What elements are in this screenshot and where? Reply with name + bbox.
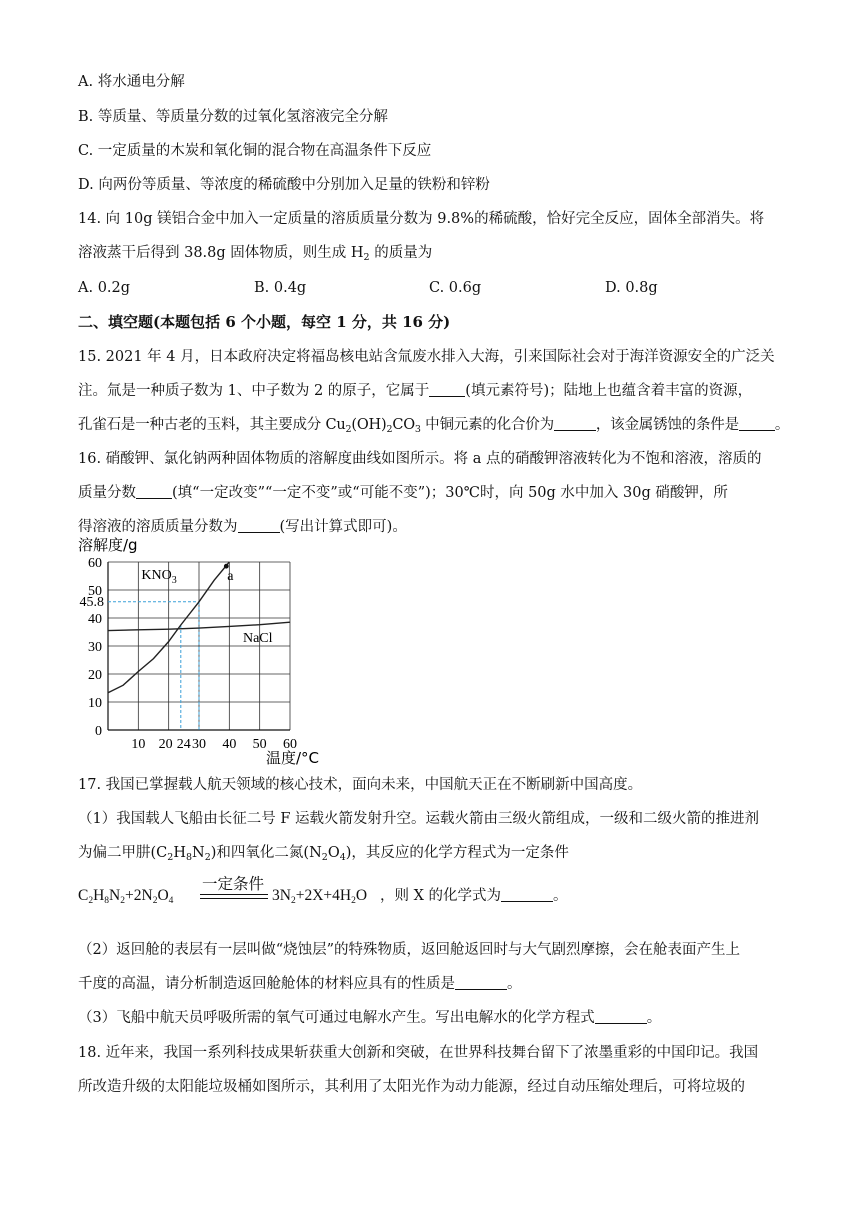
equation-condition: 一定条件 xyxy=(201,875,264,893)
q15-line2: 注。氚是一种质子数为 1、中子数为 2 的原子，它属于 (填元素符号)；陆地上也蕴含着丰富的资源， xyxy=(78,383,753,399)
chemical-equation xyxy=(78,872,798,916)
equation-question: ，则 X 的化学式为 。 xyxy=(380,888,568,904)
q17-part2-line2: 千度的高温，请分析制造返回舱舱体的材料应具有的性质是 。 xyxy=(78,976,522,992)
section-heading: 二、填空题(本题包括 6 个小题，每空 1 分，共 16 分) xyxy=(78,313,451,331)
answer-blank xyxy=(554,416,596,431)
y-axis-label: 溶解度/g xyxy=(78,536,138,554)
q16-line1: 16. 硝酸钾、氯化钠两种固体物质的溶解度曲线如图所示。将 a 点的硝酸钾溶液转化为不饱和溶液，溶质的 xyxy=(78,451,762,467)
y-tick-label: 0 xyxy=(95,724,102,739)
q13-option-c: C. 一定质量的木炭和氧化铜的混合物在高温条件下反应 xyxy=(78,143,432,159)
answer-blank xyxy=(595,1009,647,1024)
q16-line3: 得溶液的溶质质量分数为 (写出计算式即可)。 xyxy=(78,519,407,535)
y-tick-label: 60 xyxy=(88,556,102,571)
equation-reactants: $C_2H_8N_2+2N_2O_4$ xyxy=(78,887,174,906)
y-tick-label: 30 xyxy=(88,640,102,655)
answer-blank xyxy=(238,518,280,533)
equation-equals-sign xyxy=(200,894,268,899)
y-tick-label: 40 xyxy=(88,612,102,627)
q15-line3: 孔雀石是一种古老的玉料，其主要成分 $Cu_2(OH)_2CO_3$ 中铜元素的化合价为 ，该金属锈蚀的条件是 。 xyxy=(78,417,790,435)
q14-option-a: A. 0.2g xyxy=(78,280,131,296)
q17-part1-line2: 为偏二甲肼$(C_2H_8N_2)$和四氧化二氮$(N_2O_4)$，其反应的化学方程式为一定条件 xyxy=(78,845,569,863)
q14-option-c: C. 0.6g xyxy=(429,280,482,296)
q17-part1-line1: （1）我国载人飞船由长征二号 F 运载火箭发射升空。运载火箭由三级火箭组成，一级和二级火箭的推进剂 xyxy=(78,811,760,827)
q18-line1: 18. 近年来，我国一系列科技成果斩获重大创新和突破，在世界科技舞台留下了浓墨重彩的中国印记。我国 xyxy=(78,1045,759,1061)
y-tick-label: 45.8 xyxy=(79,594,104,610)
y-tick-label: 20 xyxy=(88,668,102,683)
q17-part3: （3）飞船中航天员呼吸所需的氧气可通过电解水产生。写出电解水的化学方程式 。 xyxy=(78,1010,662,1026)
q17-part2-line1: （2）返回舱的表层有一层叫做“烧蚀层”的特殊物质，返回舱返回时与大气剧烈摩擦，会在舱表面产生上 xyxy=(78,942,741,958)
x-tick-label: 40 xyxy=(222,737,237,752)
series-label-kno3: $KNO_3$ xyxy=(141,567,177,586)
x-tick-label: 30 xyxy=(192,737,206,752)
answer-blank xyxy=(501,887,553,902)
equation-products: $3N_2+2X+4H_2O$ xyxy=(272,887,368,906)
q14-option-b: B. 0.4g xyxy=(254,280,307,296)
x-tick-label: 50 xyxy=(252,737,267,752)
q14-stem-line2: 溶液蒸干后得到 38.8g 固体物质，则生成 $H_2$ 的质量为 xyxy=(78,245,433,263)
answer-blank xyxy=(429,382,465,397)
answer-blank xyxy=(739,416,775,431)
x-tick-label: 10 xyxy=(131,737,146,752)
q14-option-d: D. 0.8g xyxy=(605,280,658,296)
x-tick-label: 24 xyxy=(176,737,191,752)
y-tick-label: 10 xyxy=(88,696,102,711)
q13-option-b: B. 等质量、等质量分数的过氧化氢溶液完全分解 xyxy=(78,109,388,125)
q13-option-d: D. 向两份等质量、等浓度的稀硫酸中分别加入足量的铁粉和锌粉 xyxy=(78,177,490,193)
q17-line1: 17. 我国已掌握载人航天领域的核心技术，面向未来，中国航天正在不断刷新中国高度。 xyxy=(78,777,643,793)
y-tick-label: 50 xyxy=(88,584,102,599)
q16-line2: 质量分数 (填“一定改变”“一定不变”或“可能不变”)；30℃时，向 50g 水中加入 30g 硝酸钾，所 xyxy=(78,485,728,501)
q14-stem-line1: 14. 向 10g 镁铝合金中加入一定质量的溶质质量分数为 9.8%的稀硫酸，恰好完全反应，固体全部消失。将 xyxy=(78,211,765,227)
q18-line2: 所改造升级的太阳能垃圾桶如图所示，其利用了太阳光作为动力能源，经过自动压缩处理后，可将垃圾的 xyxy=(78,1079,745,1095)
answer-blank xyxy=(455,975,507,990)
q15-line1: 15. 2021 年 4 月，日本政府决定将福岛核电站含氚废水排入大海，引来国际社会对于海洋资源安全的广泛关 xyxy=(78,349,775,365)
point-a xyxy=(224,564,229,569)
x-tick-label: 60 xyxy=(283,737,297,752)
x-axis-label: 温度/°C xyxy=(266,749,320,767)
point-label-a: a xyxy=(227,569,234,585)
q13-option-a: A. 将水通电分解 xyxy=(78,74,185,90)
answer-blank xyxy=(136,484,172,499)
solubility-chart xyxy=(78,532,338,768)
series-label-nacl: NaCl xyxy=(242,630,273,646)
x-tick-label: 20 xyxy=(158,737,173,752)
